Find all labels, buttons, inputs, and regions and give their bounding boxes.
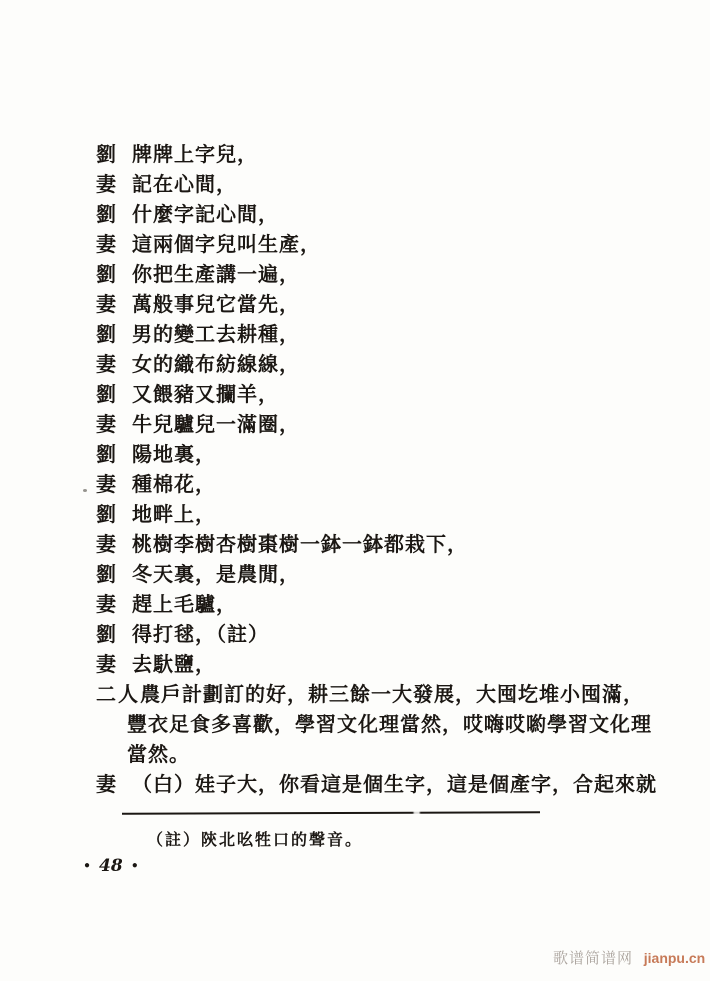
dialogue-text: 男的變工去耕種， [132,324,300,346]
scan-artifact-speck [83,489,87,492]
speaker-label: 妻 [96,174,118,196]
dialogue-text: 趕上毛驢， [132,594,237,616]
dialogue-row [0,350,710,380]
footnote-text: （註）陝北吆牲口的聲音。 [147,832,364,849]
dialogue-row [0,200,710,230]
dialogue-row [0,440,710,470]
page-number-right-dot: ● [131,860,138,871]
dialogue-text: 當然。 [127,744,190,766]
dialogue-row [0,560,710,590]
dialogue-row [0,590,710,620]
dialogue-text: 農戶計劃訂的好，耕三餘一大發展，大囤圪堆小囤滿， [140,684,644,706]
dialogue-row [0,530,710,560]
watermark [553,947,705,968]
speaker-label: 劉 [96,624,118,646]
dialogue-row [0,410,710,440]
dialogue-text: 女的織布紡線線， [132,354,300,376]
speaker-label: 劉 [96,264,118,286]
dialogue-row [0,290,710,320]
dialogue-text: 得打毬，（註） [132,624,269,646]
dialogue-row [0,380,710,410]
speaker-label: 妻 [96,234,118,256]
dialogue-row [0,650,710,680]
speaker-label: 劉 [96,384,118,406]
dialogue-text: 又餵豬又攔羊， [132,384,279,406]
speaker-label: 劉 [96,204,118,226]
dialogue-row [0,620,710,650]
speaker-label: 二人 [96,684,140,706]
speaker-label: 妻 [96,594,118,616]
dialogue-list [0,140,710,800]
dialogue-row [0,140,710,170]
speaker-label: 妻 [96,354,118,376]
speaker-label: 劉 [96,444,118,466]
dialogue-row [0,680,710,710]
dialogue-text: 萬般事兒它當先， [132,294,300,316]
dialogue-text: 豐衣足食多喜歡，學習文化理當然，哎嗨哎喲學習文化理 [127,714,652,736]
dialogue-row [0,320,710,350]
page-number-left-dot: ● [84,860,91,871]
speaker-label: 劉 [96,144,118,166]
speaker-label: 劉 [96,504,118,526]
dialogue-row [0,710,710,740]
dialogue-row [0,260,710,290]
dialogue-row [0,230,710,260]
dialogue-row [0,470,710,500]
dialogue-row [0,770,710,800]
dialogue-text: 地畔上， [132,504,216,526]
speaker-label: 妻 [96,774,118,796]
dialogue-text: 去馱鹽， [132,654,216,676]
watermark-site-name: 歌谱简谱网 [553,951,634,967]
dialogue-text: 種棉花， [132,474,216,496]
dialogue-text: 什麼字記心間， [132,204,279,226]
page-number-value: 48 [99,856,123,876]
speaker-label: 妻 [96,654,118,676]
dialogue-text: 冬天裏，是農閒， [132,564,300,586]
dialogue-text: 你把生產講一遍， [132,264,300,286]
dialogue-text: 牛兒驢兒一滿圈， [132,414,300,436]
dialogue-row [0,500,710,530]
footnote-divider [122,811,540,814]
speaker-label: 妻 [96,414,118,436]
speaker-label: 劉 [96,324,118,346]
dialogue-row [0,170,710,200]
speaker-label: 妻 [96,534,118,556]
dialogue-text: 桃樹李樹杏樹棗樹一鉢一鉢都栽下， [132,534,468,556]
watermark-site-url: jianpu.cn [643,950,706,966]
dialogue-text: （白）娃子大，你看這是個生字，這是個產字，合起來就 [132,774,657,796]
dialogue-text: 陽地裏， [132,444,216,466]
speaker-label: 劉 [96,564,118,586]
dialogue-row [0,740,710,770]
dialogue-text: 牌牌上字兒， [132,144,258,166]
dialogue-text: 記在心間， [132,174,237,196]
dialogue-text: 這兩個字兒叫生產， [132,234,321,256]
speaker-label: 妻 [96,294,118,316]
speaker-label: 妻 [96,474,118,496]
page-number [84,856,138,876]
